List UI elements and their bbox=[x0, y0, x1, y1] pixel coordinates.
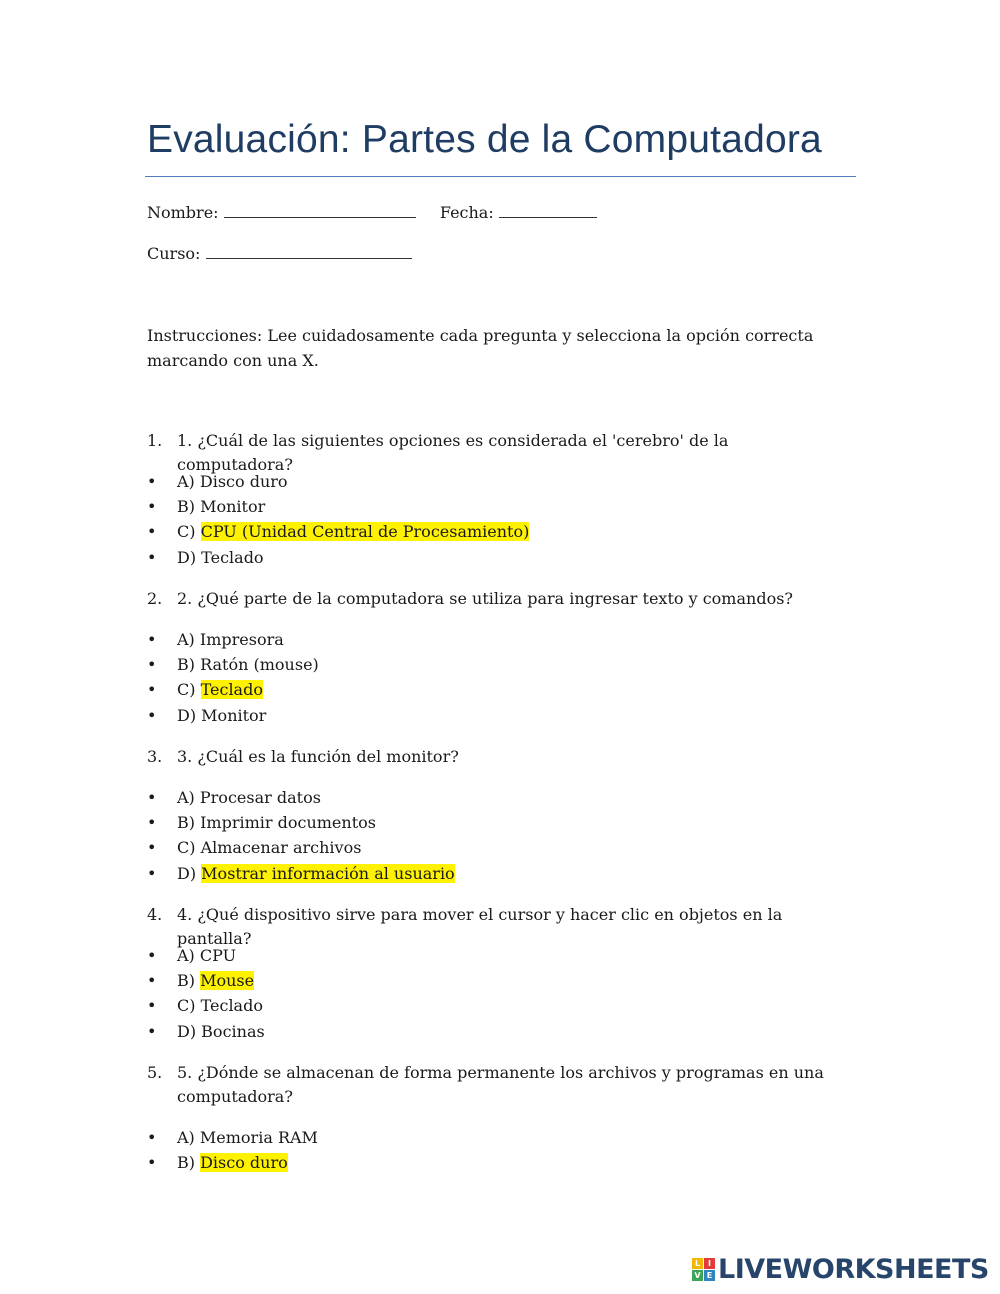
options-4 bbox=[147, 943, 265, 1044]
options-2 bbox=[147, 627, 319, 728]
question-number: 1. bbox=[147, 431, 163, 450]
nombre-label: Nombre: bbox=[147, 203, 219, 222]
option-d[interactable]: • D) Monitor bbox=[147, 705, 267, 725]
curso-label: Curso: bbox=[147, 244, 201, 263]
options-3 bbox=[147, 785, 455, 886]
instructions: Instrucciones: Lee cuidadosamente cada pregunta y selecciona la opción correcta marcando con una X. bbox=[147, 326, 814, 370]
highlighted-answer: Mouse bbox=[200, 971, 255, 991]
question-number: 5. bbox=[147, 1063, 163, 1082]
fecha-field[interactable] bbox=[499, 204, 597, 218]
highlighted-answer: Disco duro bbox=[200, 1153, 288, 1173]
question-text: 2. ¿Qué parte de la computadora se utiliza para ingresar texto y comandos? bbox=[177, 589, 793, 608]
option-c[interactable]: • C) Teclado bbox=[147, 996, 263, 1016]
title-divider bbox=[145, 176, 856, 177]
option-c[interactable]: • C) CPU (Unidad Central de Procesamiento) bbox=[147, 522, 530, 542]
option-a[interactable]: • A) Disco duro bbox=[147, 472, 288, 491]
option-d[interactable]: • D) Teclado bbox=[147, 547, 264, 567]
options-1 bbox=[147, 469, 529, 570]
curso-field[interactable] bbox=[206, 245, 412, 259]
option-a[interactable]: • A) CPU bbox=[147, 946, 237, 965]
option-d[interactable]: • D) Bocinas bbox=[147, 1021, 265, 1041]
option-c[interactable]: • C) Almacenar archivos bbox=[147, 838, 362, 858]
option-b[interactable]: • B) Disco duro bbox=[147, 1153, 288, 1173]
highlighted-answer: CPU (Unidad Central de Procesamiento) bbox=[200, 522, 530, 542]
option-c[interactable]: • C) Teclado bbox=[147, 680, 263, 700]
question-number: 4. bbox=[147, 905, 163, 924]
option-a[interactable]: • A) Procesar datos bbox=[147, 788, 321, 807]
options-5 bbox=[147, 1125, 318, 1175]
logo-mark-icon: L I V E bbox=[692, 1258, 715, 1281]
option-b[interactable]: • B) Monitor bbox=[147, 497, 266, 517]
option-d[interactable]: • D) Mostrar información al usuario bbox=[147, 863, 455, 883]
option-a[interactable]: • A) Memoria RAM bbox=[147, 1128, 318, 1147]
question-text: 5. ¿Dónde se almacenan de forma permanente los archivos y programas en una computadora? bbox=[177, 1063, 824, 1106]
fecha-label: Fecha: bbox=[439, 203, 494, 222]
option-b[interactable]: • B) Mouse bbox=[147, 971, 255, 991]
option-b[interactable]: • B) Imprimir documentos bbox=[147, 813, 376, 833]
nombre-line bbox=[147, 203, 597, 222]
question-text: 3. ¿Cuál es la función del monitor? bbox=[177, 747, 459, 766]
question-text: 4. ¿Qué dispositivo sirve para mover el cursor y hacer clic en objetos en la pantalla? bbox=[177, 905, 783, 948]
highlighted-answer: Teclado bbox=[200, 680, 263, 700]
logo-text: LIVEWORKSHEETS bbox=[718, 1253, 989, 1285]
liveworksheets-logo bbox=[692, 1254, 989, 1284]
highlighted-answer: Mostrar información al usuario bbox=[201, 863, 455, 883]
nombre-field[interactable] bbox=[224, 204, 416, 218]
question-number: 2. bbox=[147, 589, 163, 608]
page-title: Evaluación: Partes de la Computadora bbox=[147, 118, 822, 161]
option-b[interactable]: • B) Ratón (mouse) bbox=[147, 655, 319, 675]
question-text: 1. ¿Cuál de las siguientes opciones es considerada el 'cerebro' de la computadora? bbox=[177, 431, 729, 474]
curso-line bbox=[147, 244, 412, 263]
question-number: 3. bbox=[147, 747, 163, 766]
option-a[interactable]: • A) Impresora bbox=[147, 630, 284, 649]
